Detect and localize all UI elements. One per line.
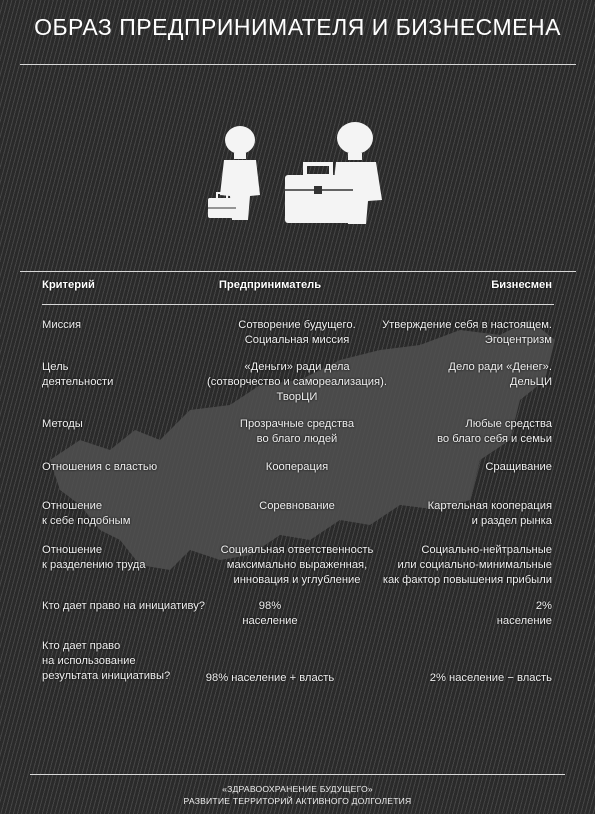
- table-header-rule: [42, 304, 554, 305]
- footer-divider: [30, 774, 565, 775]
- footer-line-2: РАЗВИТИЕ ТЕРРИТОРИЙ АКТИВНОГО ДОЛГОЛЕТИЯ: [183, 796, 412, 806]
- row-goal-businessman: Дело ради «Денег». ДельЦИ: [448, 361, 552, 388]
- row-result-businessman: 2% население − власть: [429, 672, 552, 684]
- row-peers-entrepreneur: Соревнование: [259, 500, 335, 512]
- row-methods-entrepreneur: Прозрачные средства во благо людей: [239, 418, 355, 445]
- row-peers-businessman: Картельная кооперация и раздел рынка: [427, 500, 552, 527]
- row-methods-businessman: Любые средства во благо себя и семьи: [437, 418, 552, 445]
- header-entrepreneur: Предприниматель: [218, 279, 322, 291]
- row-peers-criterion: Отношение к себе подобным: [42, 500, 131, 527]
- row-goal-entrepreneur: «Деньги» ради дела (сотворчество и самореализация). ТворЦИ: [207, 361, 387, 403]
- page-title: ОБРАЗ ПРЕДПРИНИМАТЕЛЯ И БИЗНЕСМЕНА: [34, 14, 561, 40]
- row-methods-criterion: Методы: [42, 418, 83, 430]
- row-authority-businessman: Сращивание: [485, 461, 552, 473]
- row-labor-criterion: Отношение к разделению труда: [42, 544, 146, 571]
- row-result-criterion: Кто дает право на использование результата инициативы?: [42, 640, 171, 682]
- table-top-rule: [20, 271, 576, 272]
- row-labor-businessman: Социально-нейтральные или социально-минимальные как фактор повышения прибыли: [382, 544, 552, 586]
- row-authority-entrepreneur: Кооперация: [265, 461, 329, 473]
- row-mission-businessman: Утверждение себя в настоящем. Эгоцентризм: [382, 319, 552, 346]
- row-initiative-criterion: Кто дает право на инициативу?: [42, 600, 206, 612]
- row-goal-criterion: Цель деятельности: [42, 361, 114, 388]
- businessmen-illustration: [190, 120, 410, 230]
- title-divider: [20, 64, 576, 65]
- row-initiative-businessman: 2% население: [496, 600, 552, 627]
- row-mission-criterion: Миссия: [42, 319, 82, 331]
- row-authority-criterion: Отношения с властью: [42, 461, 158, 473]
- row-mission-entrepreneur: Сотворение будущего. Социальная миссия: [238, 319, 356, 346]
- header-businessman: Бизнесмен: [491, 279, 552, 291]
- footer-line-1: «ЗДРАВООХРАНЕНИЕ БУДУЩЕГО»: [222, 784, 373, 794]
- row-result-entrepreneur: 98% население + власть: [205, 672, 335, 684]
- header-criterion: Критерий: [42, 279, 95, 291]
- row-initiative-entrepreneur: 98% население: [242, 600, 298, 627]
- row-labor-entrepreneur: Социальная ответственность максимально выраженная, инновация и углубление: [220, 544, 374, 586]
